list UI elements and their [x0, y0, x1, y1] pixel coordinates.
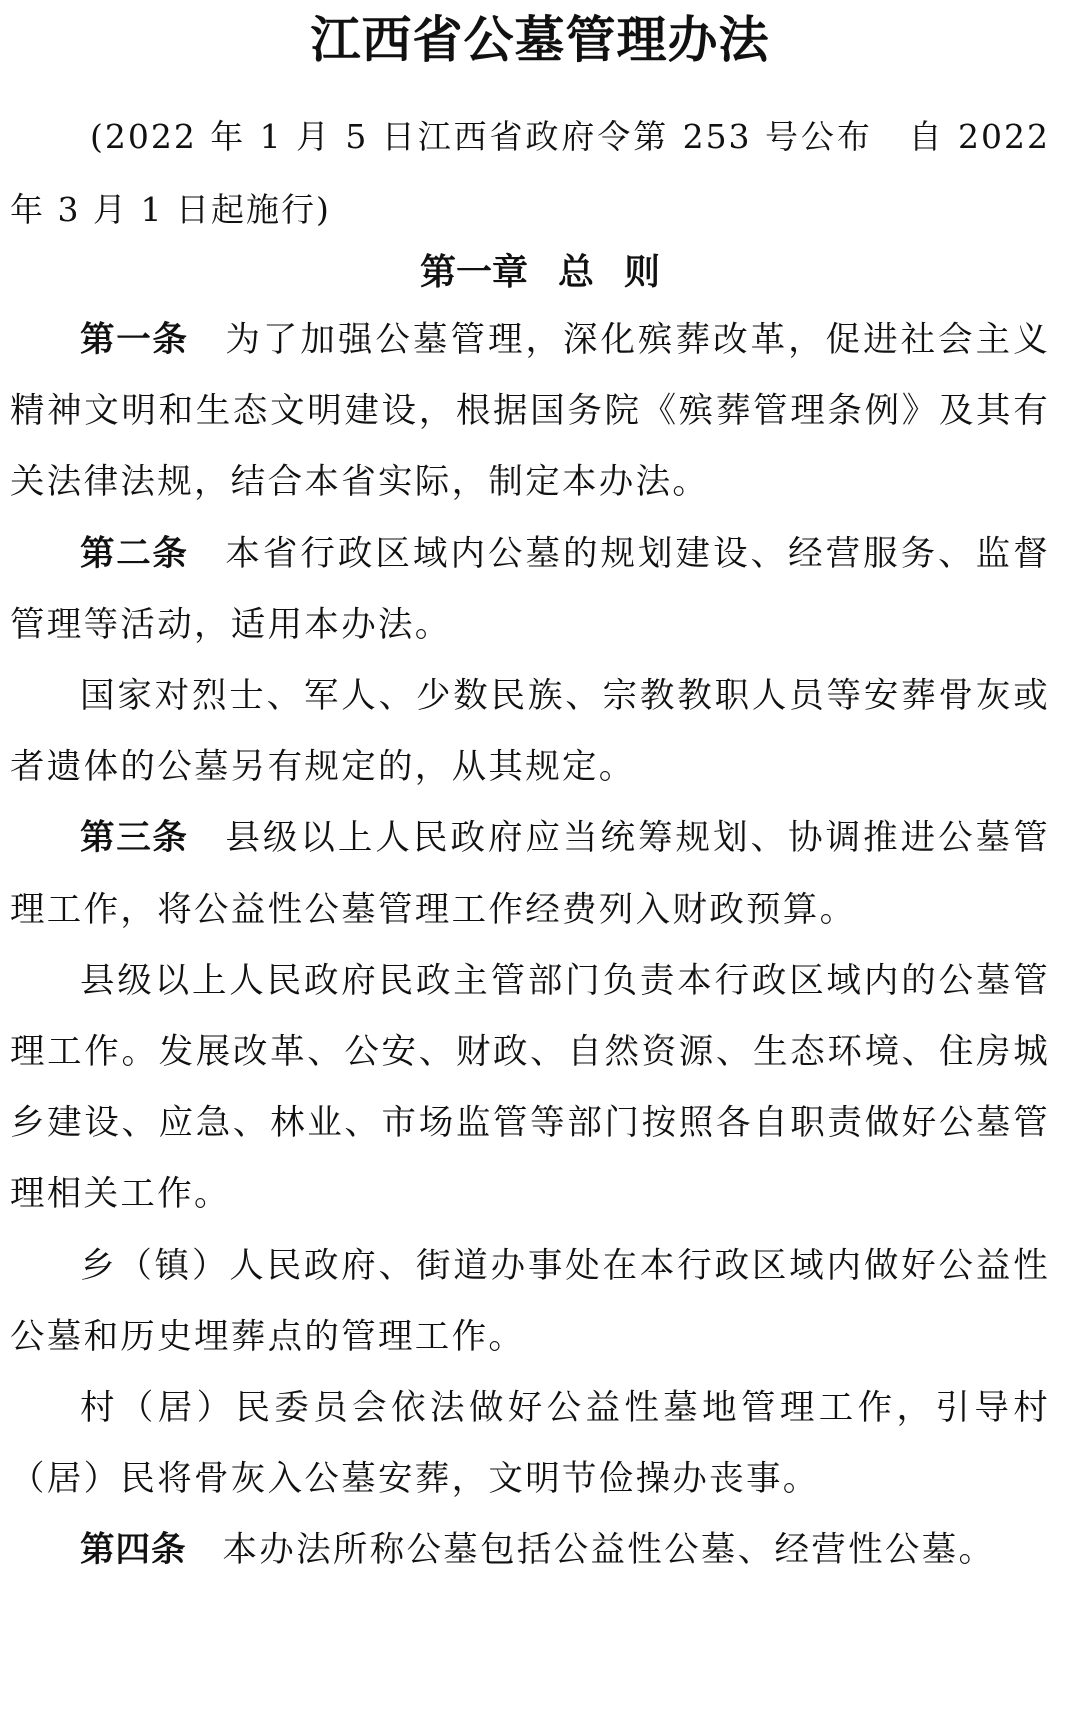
paragraph: [10, 305, 1050, 519]
article-number: 第四条: [80, 1530, 187, 1571]
paragraph-text: 乡（镇）人民政府、街道办事处在本行政区域内做好公益性公墓和历史埋葬点的管理工作。: [10, 1245, 1050, 1357]
chapter-number: 第一章: [419, 252, 528, 293]
paragraph: [10, 661, 1050, 803]
document-body: [10, 305, 1050, 1587]
article-number: 第三条: [80, 818, 189, 859]
chapter-title-char-2: 则: [624, 252, 661, 293]
document-title: 江西省公墓管理办法: [310, 11, 770, 69]
paragraph-text: 县级以上人民政府应当统筹规划、协调推进公墓管理工作，将公益性公墓管理工作经费列入财政预算。: [10, 818, 1050, 930]
paragraph: [10, 1373, 1050, 1515]
paragraph-text: 本办法所称公墓包括公益性公墓、经营性公墓。: [222, 1530, 996, 1571]
paragraph-text: 村（居）民委员会依法做好公益性墓地管理工作，引导村（居）民将骨灰入公墓安葬，文明节俭操办丧事。: [10, 1388, 1050, 1500]
article-number: 第一条: [80, 320, 189, 360]
paragraph-text: 县级以上人民政府民政主管部门负责本行政区域内的公墓管理工作。发展改革、公安、财政、自然资源、生态环境、住房城乡建设、应急、林业、市场监管等部门按照各自职责做好公墓管理相关工作。: [10, 960, 1050, 1215]
paragraph-text: 本省行政区域内公墓的规划建设、经营服务、监督管理等活动，适用本办法。: [10, 533, 1050, 645]
paragraph: [10, 803, 1050, 945]
paragraph: [10, 1231, 1050, 1373]
paragraph: [10, 1515, 1050, 1586]
paragraph-text: 国家对烈士、军人、少数民族、宗教教职人员等安葬骨灰或者遗体的公墓另有规定的，从其规定。: [10, 676, 1050, 788]
paragraph-text: 为了加强公墓管理，深化殡葬改革，促进社会主义精神文明和生态文明建设，根据国务院《殡葬管理条例》及其有关法律法规，结合本省实际，制定本办法。: [10, 320, 1050, 503]
chapter-heading: [0, 246, 1080, 300]
paragraph: [10, 946, 1050, 1231]
article-number: 第二条: [80, 533, 189, 574]
chapter-title-char-1: 总: [557, 252, 594, 293]
promulgation-note: (2022 年 1 月 5 日江西省政府令第 253 号公布 自 2022 年 3 月 1 日起施行): [10, 117, 1050, 229]
paragraph: [10, 519, 1050, 661]
